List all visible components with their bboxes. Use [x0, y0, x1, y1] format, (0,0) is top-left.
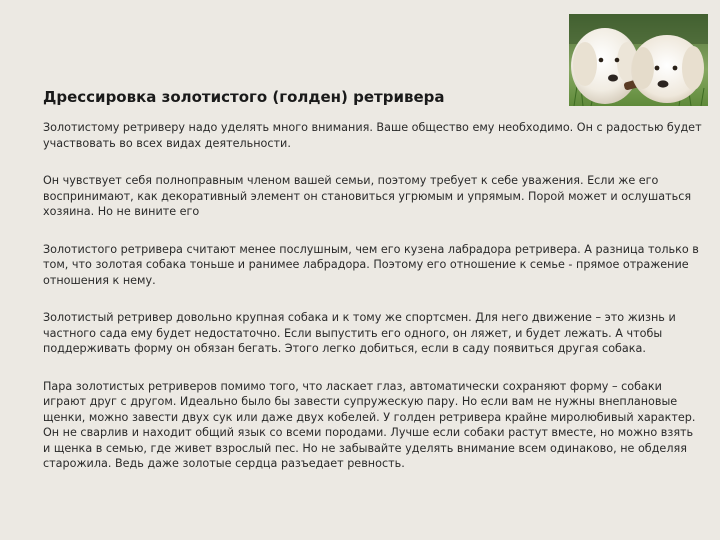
paragraph-4: Золотистый ретривер довольно крупная собака и к тому же спортсмен. Для него движение – это жизнь и частного сада ему будет недостаточно. Если выпустить его одного, он ляжет, и будет лежать. А чтобы поддерживать форму он обязан бегать. Этого легко добиться, если в саду появиться другая собака. [43, 311, 676, 355]
paragraph-5: Пара золотистых ретриверов помимо того, что ласкает глаз, автоматически сохраняют форму – собаки играют друг с другом. Идеально было бы завести супружескую пару. Но если вам не нужны внеплановые щенки, можно завести двух сук или даже двух кобелей. У голден ретривера крайне миролюбивый характер. Он не сварлив и находит общий язык со всеми породами. Лучше если собаки растут вместе, но можно взять и щенка в семью, где живет взрослый пес. Но не забывайте уделять внимание всем одинаково, не обделяя старожила. Ведь даже золотые сердца разъедает ревность. [43, 379, 696, 470]
golden-retriever-puppies-image [569, 14, 708, 106]
puppy-left [571, 28, 639, 104]
slide-body [43, 120, 703, 494]
paragraph-2: Он чувствует себя полноправным членом вашей семьи, поэтому требует к себе уважения. Если же его воспринимают, как декоративный элемент он становиться угрюмым и упрямым. Порой может и ослушаться хозяина. Но не вините его [43, 174, 692, 218]
puppies-photo [569, 14, 708, 106]
paragraph-3: Золотистого ретривера считают менее послушным, чем его кузена лабрадора ретривера. А разница только в том, что золотая собака тоньше и ранимее лабрадора. Поэтому его отношение к семье - прямое отражение отношения к нему. [43, 242, 699, 287]
slide-title: Дрессировка золотистого (голден) ретривера [43, 88, 445, 106]
paragraph-1: Золотистому ретриверу надо уделять много внимания. Ваше общество ему необходимо. Он с радостью будет участвовать во всех видах деятельности. [43, 121, 702, 150]
